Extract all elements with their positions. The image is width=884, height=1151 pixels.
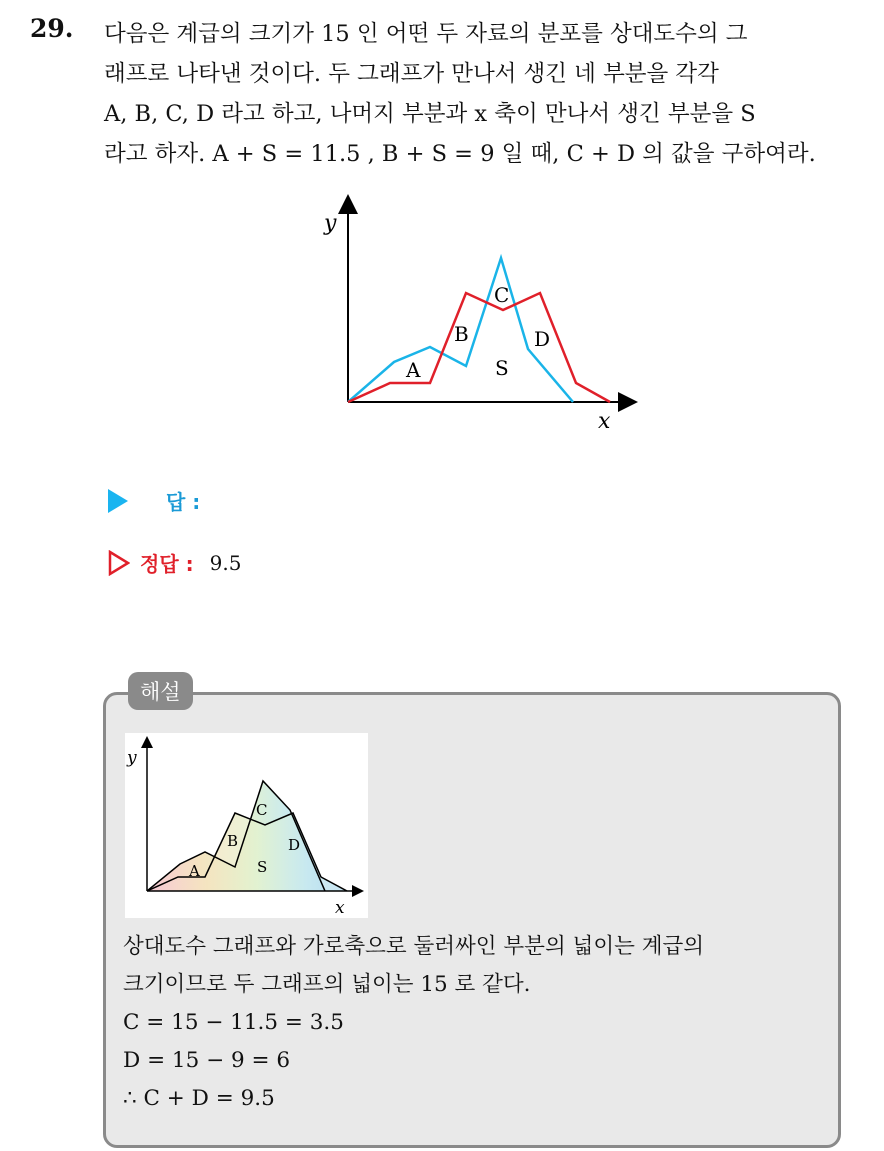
correct-answer-label: 정답 :	[140, 552, 194, 576]
question-line-4: 라고 하자. A + S = 11.5 , B + S = 9 일 때, C + D 의 값을 구하여라.	[104, 141, 816, 167]
region-label-b: B	[227, 832, 239, 850]
question-number: 29.	[30, 14, 74, 43]
correct-answer-value: 9.5	[209, 550, 242, 575]
solution-line-5: ∴ C + D = 9.5	[123, 1086, 275, 1111]
correct-answer-row	[108, 548, 241, 577]
solution-line-4: D = 15 − 9 = 6	[123, 1048, 291, 1073]
region-label-s: S	[257, 858, 268, 876]
region-label-a: A	[406, 358, 421, 382]
y-axis-label: y	[324, 211, 337, 236]
answer-label: 답 :	[166, 490, 201, 514]
solution-figure	[125, 733, 368, 918]
solution-line-2: 크기이므로 두 그래프의 넓이는 15 로 같다.	[123, 972, 531, 997]
region-label-d: D	[288, 836, 301, 854]
region-label-c: C	[256, 801, 268, 819]
region-label-s: S	[495, 356, 509, 380]
region-label-c: C	[494, 283, 510, 307]
region-label-d: D	[534, 327, 551, 351]
answer-row	[108, 486, 200, 515]
question-line-3: A, B, C, D 라고 하고, 나머지 부분과 x 축이 만나서 생긴 부분을 S	[104, 101, 756, 127]
question-line-2: 래프로 나타낸 것이다. 두 그래프가 만나서 생긴 네 부분을 각각	[104, 61, 719, 87]
solution-line-1: 상대도수 그래프와 가로축으로 둘러싸인 부분의 넓이는 계급의	[123, 934, 705, 959]
region-label-a: A	[189, 862, 200, 880]
outline-arrow-icon	[108, 550, 130, 576]
question-line-1: 다음은 계급의 크기가 15 인 어떤 두 자료의 분포를 상대도수의 그	[104, 21, 748, 47]
solution-line-3: C = 15 − 11.5 = 3.5	[123, 1010, 344, 1035]
question-text	[104, 14, 864, 174]
solution-tag: 해설	[128, 672, 193, 710]
x-axis-label: x	[598, 409, 611, 434]
series-red-polygon	[348, 293, 610, 402]
y-axis-label: y	[127, 748, 137, 768]
region-label-b: B	[454, 322, 469, 346]
shaded-region-red	[147, 813, 347, 891]
frequency-polygon-figure	[318, 190, 648, 440]
solution-text	[123, 928, 833, 1118]
x-axis-label: x	[335, 898, 345, 918]
play-arrow-icon	[108, 489, 128, 513]
